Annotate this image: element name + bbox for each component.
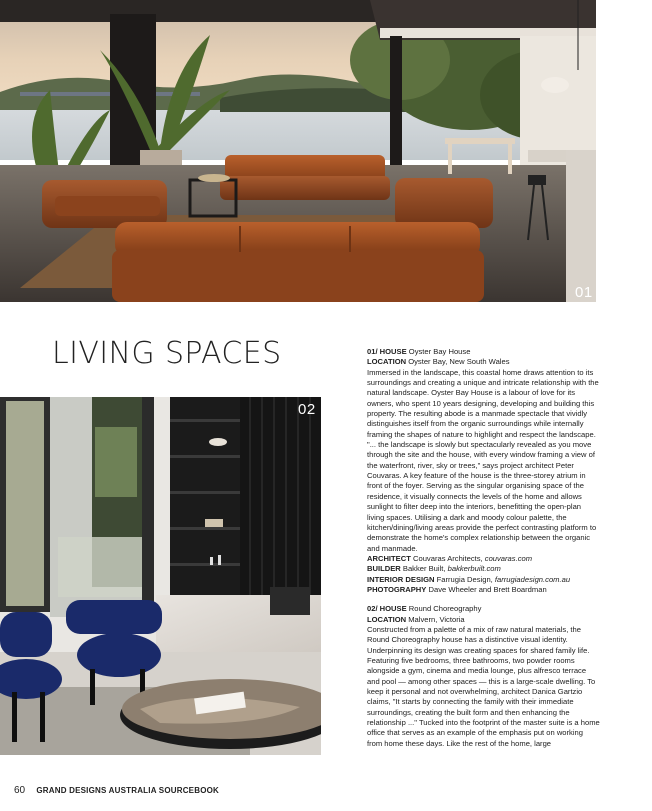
page-number: 60 <box>14 785 26 796</box>
page-footer <box>14 785 219 796</box>
architect-url: couvaras.com <box>484 553 533 563</box>
project-01-architect <box>367 554 600 564</box>
project-02-house <box>367 604 600 614</box>
project-01-builder <box>367 564 600 574</box>
project-01-location <box>367 357 600 367</box>
page-title: LIVING SPACES <box>52 336 282 371</box>
living-room-illustration <box>0 0 596 302</box>
photo-number-02: 02 <box>298 401 316 418</box>
photography-value: Dave Wheeler and Brett Boardman <box>428 584 547 594</box>
architect-label: ARCHITECT <box>367 553 411 563</box>
house-name: Oyster Bay House <box>408 347 471 356</box>
publication-name: GRAND DESIGNS AUSTRALIA SOURCEBOOK <box>36 786 220 795</box>
interior-url: farrugiadesign.com.au <box>494 574 571 584</box>
project-01-interior <box>367 575 600 585</box>
location-value: Malvern, Victoria <box>408 614 465 624</box>
project-02-location <box>367 615 600 625</box>
photo-number-01: 01 <box>575 284 593 301</box>
house-name: Round Choreography <box>408 604 482 614</box>
interior-illustration <box>0 397 321 755</box>
builder-label: BUILDER <box>367 564 401 574</box>
article-text-column <box>367 347 600 749</box>
living-room-photo-01 <box>0 0 596 302</box>
section-gap <box>367 595 600 604</box>
living-room-photo-02 <box>0 397 321 755</box>
project-01-house <box>367 347 600 357</box>
builder-value: Bakker Built, <box>402 564 446 574</box>
interior-value: Farrugia Design, <box>436 574 493 584</box>
house-label: 01/ HOUSE <box>367 347 407 356</box>
builder-url: bakkerbuilt.com <box>447 564 501 574</box>
location-label: LOCATION <box>367 614 407 624</box>
project-01-photography <box>367 585 600 595</box>
location-label: LOCATION <box>367 357 407 367</box>
project-02-body: Constructed from a palette of a mix of raw natural materials, the Round Choreography house has a distinctive visual identity. Underpinning its design was creating spaces for shared family life. Featuring five bedrooms, three bathrooms, two powder rooms alongside a gym, cinema and media lounge, plus alfresco terrace and pool — among other spaces — this is a large-scale dwelling. To keep it personal and not overwhelming, architect Danica Gartzio claims, "It starts by connecting the family with their immediate surroundings, creating the built form and then enhancing the relationship ..." Tucked into the footprint of the master suite is a home office that serves as an example of the emphasis put on working from home these days. Like the rest of the home, large <box>367 624 600 748</box>
location-value: Oyster Bay, New South Wales <box>408 357 510 367</box>
project-01-body: Immersed in the landscape, this coastal home draws attention to its surroundings and creating a unique and intricate relationship with the natural landscape. Oyster Bay House is a labour of love for its owners, who spent 10 years designing, developing and building this property. The resulting abode is a manmade spectacle that vividly distinguishes itself from the organic surroundings while internally framing the shapes of nature to highlight and respect the landscape. "... the landscape is slowly but spectacularly revealed as you move through the site and the house, with every window framing a view of the waterfront, river, sky or trees," says project architect Peter Couvaras. A key feature of the house is the three-storey atrium in front of the foyer. Serving as the singular organising space of the residence, it visually connects the levels of the home and allows sunlight to filter deep into the interiors, benefitting the open-plan living spaces. Utilising a dark and moody colour palette, the kitchen/dining/living areas provide the perfect contrasting platform to demonstrate the home's complex relationship between the organic and manmade. <box>367 367 599 553</box>
house-label: 02/ HOUSE <box>367 604 407 614</box>
architect-value: Couvaras Architects, <box>413 553 483 563</box>
photography-label: PHOTOGRAPHY <box>367 584 427 594</box>
interior-label: INTERIOR DESIGN <box>367 574 435 584</box>
